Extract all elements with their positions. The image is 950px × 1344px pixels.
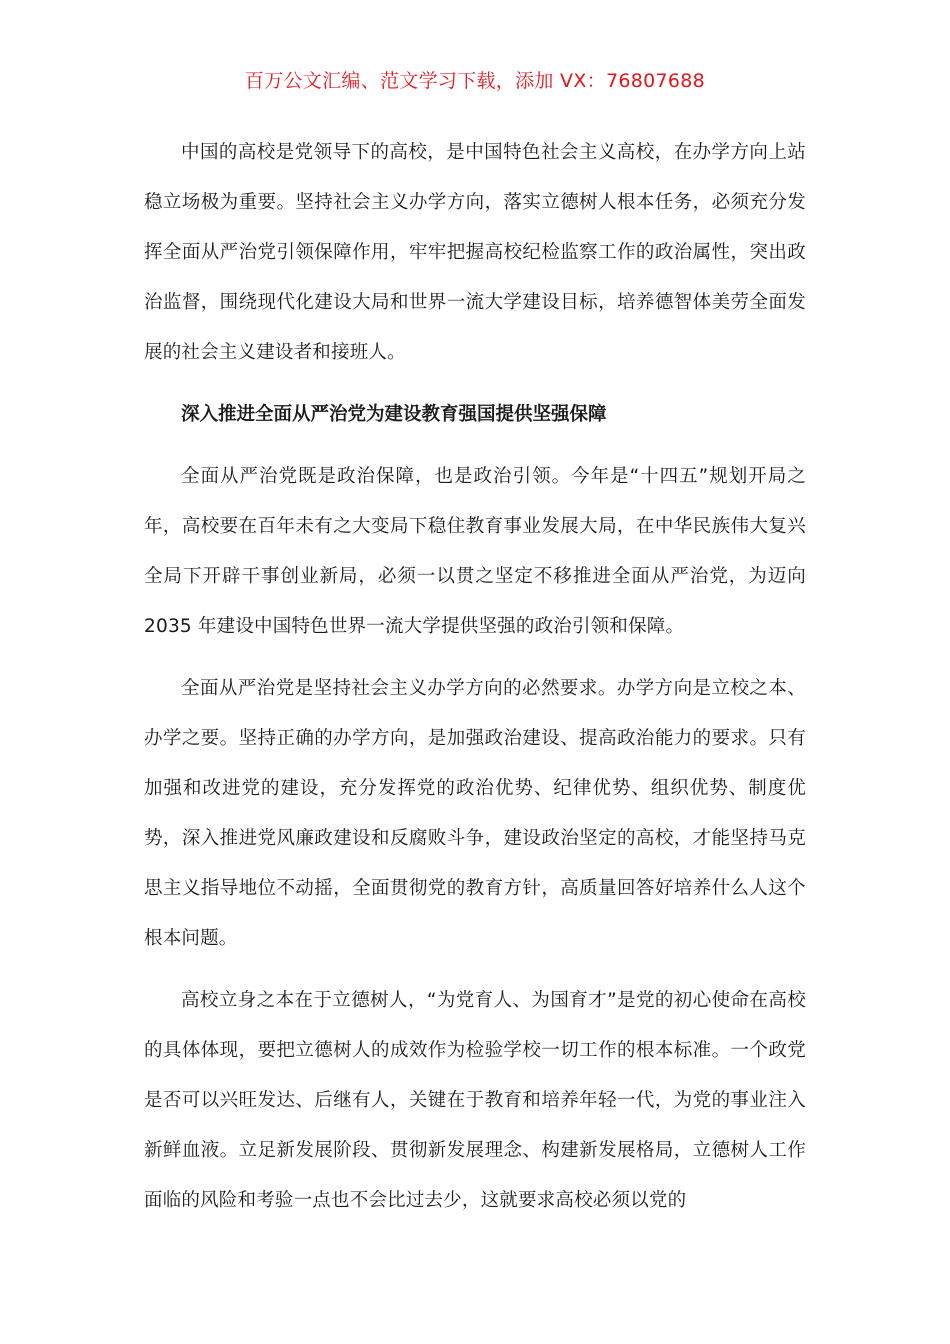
paragraph-political-guarantee: 全面从严治党既是政治保障，也是政治引领。今年是“十四五”规划开局之年，高校要在百年未有之大变局下稳住教育事业发展大局，在中华民族伟大复兴全局下开辟干事创业新局，必须一以贯之坚定不移推进全面从严治党，为迈向 2035 年建设中国特色世界一流大学提供坚强的政治引领和保障。 — [144, 466, 806, 637]
watermark-header: 百万公文汇编、范文学习下载，添加 VX：76807688 — [244, 70, 706, 92]
paragraph-school-direction: 全面从严治党是坚持社会主义办学方向的必然要求。办学方向是立校之本、办学之要。坚持正确的办学方向，是加强政治建设、提高政治能力的要求。只有加强和改进党的建设，充分发挥党的政治优势、纪律优势、组织优势、制度优势，深入推进党风廉政建设和反腐败斗争，建设政治坚定的高校，才能坚持马克思主义指导地位不动摇，全面贯彻党的教育方针，高质量回答好培养什么人这个根本问题。 — [144, 678, 806, 949]
paragraph-moral-education: 高校立身之本在于立德树人，“为党育人、为国育才”是党的初心使命在高校的具体体现，要把立德树人的成效作为检验学校一切工作的根本标准。一个政党是否可以兴旺发达、后继有人，关键在于教育和培养年轻一代，为党的事业注入新鲜血液。立足新发展阶段、贯彻新发展理念、构建新发展格局，立德树人工作面临的风险和考验一点也不会比过去少，这就要求高校必须以党的 — [144, 990, 806, 1211]
document-body — [144, 128, 806, 1238]
paragraph-intro: 中国的高校是党领导下的高校，是中国特色社会主义高校，在办学方向上站稳立场极为重要。坚持社会主义办学方向，落实立德树人根本任务，必须充分发挥全面从严治党引领保障作用，牢牢把握高校纪检监察工作的政治属性，突出政治监督，围绕现代化建设大局和世界一流大学建设目标，培养德智体美劳全面发展的社会主义建设者和接班人。 — [144, 142, 806, 363]
section-heading: 深入推进全面从严治党为建设教育强国提供坚强保障 — [181, 404, 607, 425]
